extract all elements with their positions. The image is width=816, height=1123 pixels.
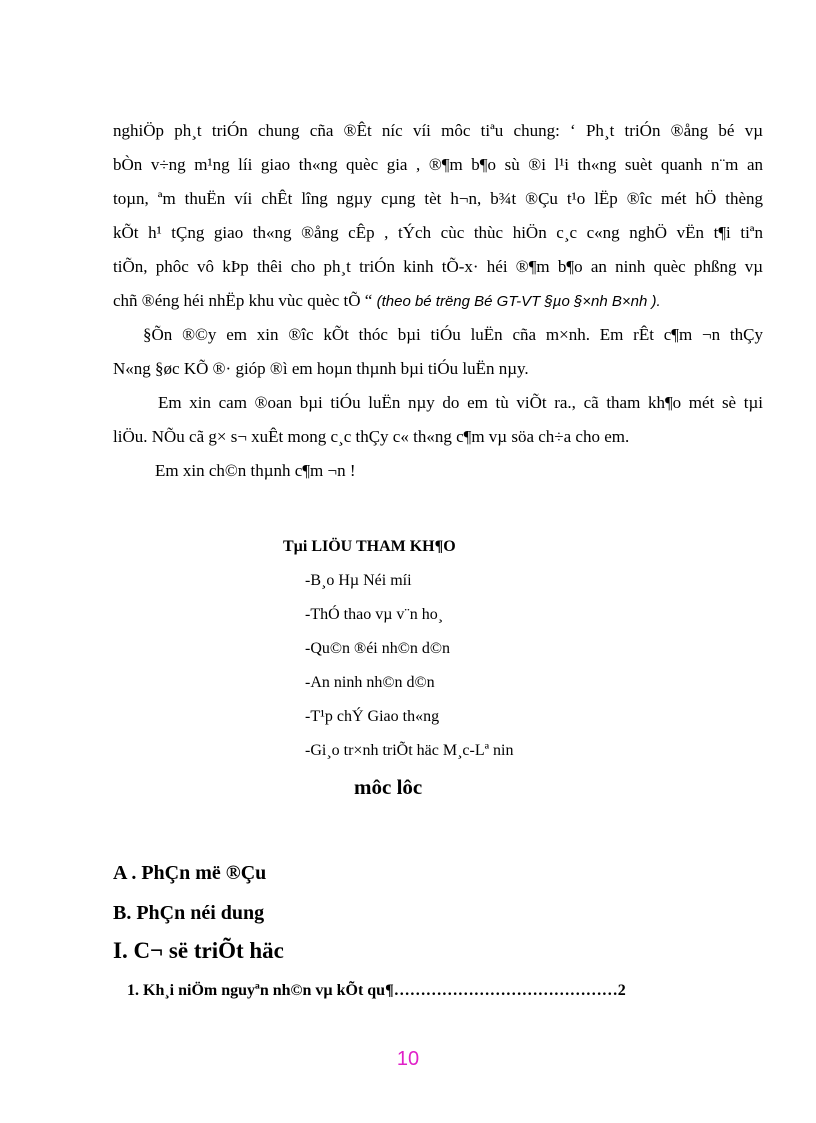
page-number: 10 [396,1048,420,1070]
reference-item: -An ninh nh©n d©n [305,674,435,691]
paragraph-line: N«ng §øc KÕ ®· gióp ®ì em hoµn thµnh bµi tiÓu luËn nµy. [113,359,529,378]
references-list [283,564,514,768]
paragraph-line: bÒn v÷ng m¹ng líi giao th«ng quèc gia , ®¶m b¶o sù ®i l¹i th«ng suèt quanh n¨m an [113,155,763,174]
toc-section-b: B. PhÇn néi dung [113,902,265,924]
paragraph-line: kÕt h¹ tÇng giao th«ng ®ång cÊp , tÝch cùc thùc hiÖn c¸c c«ng nghÖ vËn t¶i tiªn [113,223,763,242]
table-of-contents [113,858,753,1006]
reference-item: -T¹p chÝ Giao th«ng [305,708,440,725]
toc-title: môc lôc [354,775,423,799]
paragraph-line: Em xin cam ®oan bµi tiÓu luËn nµy do em tù viÕt ra., cã tham kh¶o mét sè tµi [158,393,763,412]
source-note: (theo bé trëng Bé GT-VT §µo §×nh B×nh ). [376,293,661,310]
references-heading: Tµi LIÖU THAM KH¶O [283,538,456,555]
references-section [283,530,514,768]
toc-entry-1: 1. Kh¸i niÖm nguyªn nh©n vµ kÕt qu¶……………………………………2 [127,982,626,999]
closing-line: Em xin ch©n thµnh c¶m ¬n ! [155,461,356,480]
reference-item: -Qu©n ®éi nh©n d©n [305,640,451,657]
paragraph-line: liÖu. NÕu cã g× s¬ xuÊt mong c¸c thÇy c« th«ng c¶m vµ söa ch÷a cho em. [113,427,630,446]
paragraph-line: toµn, ªm thuËn víi chÊt lîng ngµy cµng tèt h¬n, b¾t ®Çu t¹o lËp ®îc mét hÖ thèng [113,189,763,208]
paragraph-line: tiÕn, phôc vô kÞp thêi cho ph¸t triÓn kinh tÕ-x· héi ®¶m b¶o an ninh quèc phßng vµ [113,257,763,276]
paragraph-text: chñ ®éng héi nhËp khu vùc quèc tÕ “ [113,291,373,310]
reference-item: -B¸o Hµ Néi míi [305,572,412,589]
paragraph-line: nghiÖp ph¸t triÓn chung cña ®Êt níc víi môc tiªu chung: ‘ Ph¸t triÓn ®ång bé vµ [113,121,763,140]
toc-section-a: A . PhÇn më ®Çu [113,862,267,884]
toc-section-i: I. C¬ së triÕt häc [113,938,284,963]
paragraph-line: §Õn ®©y em xin ®îc kÕt thóc bµi tiÓu luËn cña m×nh. Em rÊt c¶m ¬n thÇy [143,325,763,344]
reference-item: -ThÓ thao vµ v¨n ho¸ [305,606,444,623]
paragraph-line [113,284,763,318]
reference-item: -Gi¸o tr×nh triÕt häc M¸c-Lª nin [305,742,514,759]
paragraph-development-goal [113,114,763,488]
